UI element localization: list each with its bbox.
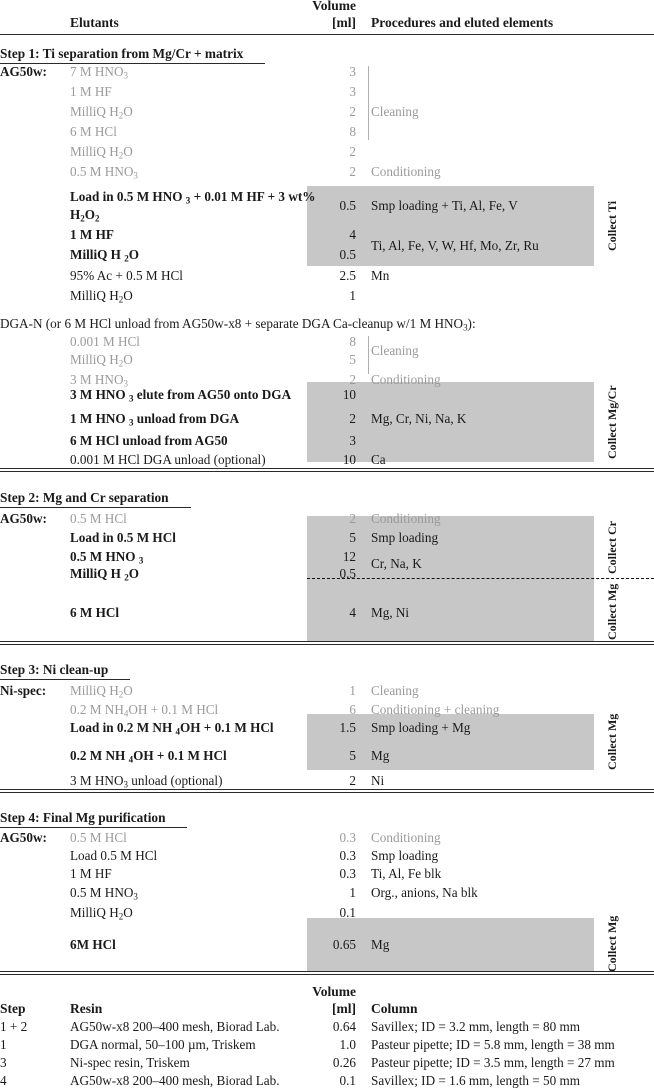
- collect-word: Collect: [605, 538, 619, 574]
- eluant-cell: 0.001 M HCl: [70, 334, 140, 349]
- procedure-cell: Smp loading + Mg: [371, 720, 471, 735]
- collect-element: Mg/Cr: [605, 385, 619, 420]
- step-3-bottom-rule: [0, 789, 654, 793]
- eluant-cell: MilliQ $H_2O$: [70, 905, 133, 922]
- collect-word: Collect: [605, 936, 619, 972]
- header-ml-label: [ml]: [332, 15, 356, 30]
- volume-cell: 8: [349, 124, 356, 139]
- step-2-dashed-divider: [307, 578, 654, 579]
- procedure-cell: Ca: [371, 452, 386, 467]
- volume-cell: 5: [349, 352, 356, 367]
- table-row: [0, 830, 654, 850]
- eluant-cell: 6 M HCl unload from AG50: [70, 433, 228, 448]
- eluant-cell: 1 M HF: [70, 227, 114, 242]
- table-row: [0, 124, 654, 144]
- table-row: [0, 64, 654, 84]
- table-row: [0, 268, 654, 288]
- volume-cell: 8: [349, 334, 356, 349]
- header-rule: [0, 34, 654, 35]
- table-row: [0, 144, 654, 164]
- footer-cell-step: 3: [0, 1055, 7, 1070]
- procedure-cell: Org., anions, Na blk: [371, 885, 478, 900]
- volume-cell: 0.3: [339, 866, 356, 881]
- collect-element: Mg: [605, 915, 619, 934]
- collect-element: Mg: [605, 583, 619, 601]
- eluant-cell: $H_2O_2$: [70, 207, 100, 224]
- volume-cell: 1.5: [339, 720, 356, 735]
- header-elutants-label: Elutants: [70, 15, 119, 30]
- eluant-cell: MilliQ $H_2O$: [70, 104, 133, 121]
- table-row: [0, 748, 654, 768]
- footer-col-column: Column: [371, 1001, 418, 1016]
- eluant-cell: 6 M HCl: [70, 124, 117, 139]
- eluant-cell: 0.2 M $NH_4OH + 0.1$ M HCl: [70, 702, 219, 719]
- volume-cell: 2: [349, 773, 356, 788]
- volume-cell: 2: [349, 411, 356, 426]
- volume-cell: 2: [349, 164, 356, 179]
- footer-cell-resin: AG50w-x8 200–400 mesh, Biorad Lab.: [70, 1073, 280, 1088]
- collect-word: Collect: [605, 603, 619, 640]
- volume-cell: 0.65: [332, 937, 356, 952]
- resin-label: AG50w:: [0, 511, 47, 526]
- eluant-cell: 1 M HNO $_3$ unload from DGA: [70, 411, 240, 428]
- procedure-cell: Ti, Al, Fe blk: [371, 866, 442, 881]
- footer-cell-volume: 0.1: [339, 1073, 356, 1088]
- step-1-title: Step 1: Ti separation from Mg/Cr + matrix: [0, 46, 265, 64]
- volume-cell: 6: [349, 702, 356, 717]
- footer-table-row: [0, 1019, 654, 1037]
- resin-label: AG50w:: [0, 830, 47, 845]
- procedure-cell: Conditioning: [371, 164, 441, 179]
- procedure-cell: Conditioning: [371, 511, 441, 526]
- footer-table-row: [0, 1037, 654, 1055]
- eluant-cell: 7 M $HNO_3$: [70, 64, 128, 81]
- eluant-cell: MilliQ H $_2$O: [70, 566, 139, 583]
- footer-cell-column: Pasteur pipette; ID = 3.5 mm, length = 27 mm: [371, 1055, 615, 1070]
- eluant-cell: 0.001 M HCl DGA unload (optional): [70, 452, 266, 467]
- procedure-cell: Smp loading: [371, 530, 439, 545]
- eluant-cell: Load in 0.5 M HCl: [70, 530, 176, 545]
- volume-cell: 3: [349, 64, 356, 79]
- step-2-title: Step 2: Mg and Cr separation: [0, 490, 191, 508]
- footer-cell-volume: 0.64: [332, 1019, 356, 1034]
- table-row: [0, 104, 654, 124]
- procedure-cell: Cleaning: [371, 343, 419, 358]
- collect-word: Collect: [605, 215, 619, 252]
- volume-cell: 2.5: [339, 268, 356, 283]
- footer-col-volume: [ml]: [332, 1001, 356, 1016]
- volume-cell: 0.5: [339, 247, 356, 262]
- footer-cell-volume: 1.0: [339, 1037, 356, 1052]
- volume-cell: 12: [342, 549, 356, 564]
- eluant-cell: Load in 0.2 M NH $_4$OH + 0.1 M HCl: [70, 720, 274, 737]
- volume-cell: 5: [349, 530, 356, 545]
- volume-cell: 2: [349, 144, 356, 159]
- eluant-cell: Load in 0.5 M HNO $_3$ + 0.01 M HF + 3 wt%: [70, 189, 316, 206]
- step-3-title: Step 3: Ni clean-up: [0, 662, 130, 680]
- footer-volume-header: Volume: [312, 984, 356, 999]
- eluant-cell: 6M HCl: [70, 937, 116, 952]
- procedure-cell: Mg, Cr, Ni, Na, K: [371, 411, 467, 426]
- footer-cell-resin: DGA normal, 50–100 µm, Triskem: [70, 1037, 256, 1052]
- table-row: [0, 885, 654, 905]
- table-row: [0, 530, 654, 550]
- eluant-cell: 3 M HNO $_3$ elute from AG50 onto DGA: [70, 387, 292, 404]
- step-3-collect-label: [606, 714, 646, 770]
- table-row: [0, 288, 654, 308]
- footer-cell-step: 1: [0, 1037, 7, 1052]
- volume-cell: 0.3: [339, 830, 356, 845]
- eluant-cell: MilliQ $H_2O$: [70, 683, 133, 700]
- volume-cell: 2: [349, 511, 356, 526]
- eluant-cell: Load 0.5 M HCl: [70, 848, 158, 863]
- procedure-cell: Mg: [371, 937, 390, 952]
- procedure-cell: Ti, Al, Fe, V, W, Hf, Mo, Zr, Ru: [371, 238, 539, 253]
- footer-col-resin: Resin: [70, 1001, 103, 1016]
- eluant-cell: 95% Ac + 0.5 M HCl: [70, 268, 183, 283]
- eluant-cell: 0.5 M $HNO_3$: [70, 164, 138, 181]
- table-row: [0, 227, 654, 247]
- eluant-cell: 0.5 M HNO $_3$: [70, 549, 144, 566]
- table-row: [0, 433, 654, 453]
- volume-cell: 5: [349, 748, 356, 763]
- eluant-cell: MilliQ $H_2O$: [70, 352, 133, 369]
- footer-table-row: [0, 1073, 654, 1091]
- procedure-cell: Cleaning: [371, 683, 419, 698]
- volume-cell: 1: [349, 885, 356, 900]
- table-row: [0, 411, 654, 431]
- volume-cell: 3: [349, 84, 356, 99]
- procedure-cell: Cleaning: [371, 104, 419, 119]
- volume-cell: 1: [349, 288, 356, 303]
- footer-table-row: [0, 1055, 654, 1073]
- eluant-cell: 0.5 M HCl: [70, 830, 127, 845]
- procedure-cell: Mn: [371, 268, 390, 283]
- footer-cell-step: 4: [0, 1073, 7, 1088]
- step-1-collect-label: [606, 186, 646, 266]
- collect-element: Ti: [605, 200, 619, 213]
- eluant-cell: 0.5 M $HNO_3$: [70, 885, 138, 902]
- resin-label: Ni-spec:: [0, 683, 47, 698]
- table-row: [0, 683, 654, 703]
- eluant-cell: MilliQ $H_2O$: [70, 144, 133, 161]
- volume-cell: 0.5: [339, 566, 356, 581]
- footer-col-step: Step: [0, 1001, 26, 1016]
- header-procedures-label: Procedures and eluted elements: [371, 15, 554, 30]
- volume-cell: 4: [349, 227, 356, 242]
- footer-cell-volume: 0.26: [332, 1055, 356, 1070]
- footer-cell-resin: AG50w-x8 200–400 mesh, Biorad Lab.: [70, 1019, 280, 1034]
- volume-cell: 0.3: [339, 848, 356, 863]
- volume-cell: 3: [349, 433, 356, 448]
- table-row: [0, 866, 654, 886]
- table-row: [0, 605, 654, 625]
- step-4-bottom-rule: [0, 971, 654, 975]
- table-row: [0, 164, 654, 184]
- table-row: [0, 905, 654, 925]
- footer-cell-column: Savillex; ID = 1.6 mm, length = 50 mm: [371, 1073, 581, 1088]
- header-volume-label: Volume: [312, 0, 356, 13]
- step-4-collect-label: [605, 915, 646, 972]
- eluant-cell: 0.5 M HCl: [70, 511, 127, 526]
- procedure-cell: Ni: [371, 773, 385, 788]
- eluant-cell: MilliQ $H_2O$: [70, 288, 133, 305]
- collect-word: Collect: [605, 734, 619, 770]
- procedure-cell: Mg: [371, 748, 390, 763]
- table-row: [0, 238, 654, 267]
- procedure-cell: Mg, Ni: [371, 605, 410, 620]
- procedure-cell: Conditioning: [371, 830, 441, 845]
- table-row: [0, 84, 654, 104]
- footer-cell-column: Savillex; ID = 3.2 mm, length = 80 mm: [371, 1019, 581, 1034]
- eluant-cell: 1 M HF: [70, 866, 112, 881]
- procedure-cell: Smp loading: [371, 848, 439, 863]
- eluant-cell: 1 M HF: [70, 84, 112, 99]
- volume-cell: 0.1: [339, 905, 356, 920]
- step-1-bottom-rule: [0, 468, 654, 472]
- volume-cell: 10: [342, 387, 356, 402]
- volume-cell: 2: [349, 372, 356, 387]
- dga-collect-label: [606, 382, 646, 462]
- procedure-cell: Smp loading + Ti, Al, Fe, V: [371, 198, 518, 213]
- table-row: [0, 334, 654, 354]
- step-2-collect-cr-label: [606, 516, 646, 579]
- footer-cell-resin: Ni-spec resin, Triskem: [70, 1055, 190, 1070]
- procedure-cell: Conditioning: [371, 372, 441, 387]
- resin-label: AG50w:: [0, 64, 47, 79]
- procedure-cell: Cr, Na, K: [371, 556, 422, 571]
- collect-element: Cr: [605, 521, 619, 536]
- procedure-cell: Conditioning + cleaning: [371, 702, 500, 717]
- volume-cell: 2: [349, 104, 356, 119]
- collect-word: Collect: [605, 422, 619, 459]
- table-row: [0, 937, 654, 957]
- table-row: [0, 702, 654, 722]
- step-4-title: Step 4: Final Mg purification: [0, 810, 187, 828]
- volume-cell: 4: [349, 605, 356, 620]
- eluant-cell: 3 M $HNO_3$ unload (optional): [70, 773, 223, 790]
- eluant-cell: 0.2 M NH $_4$OH + 0.1 M HCl: [70, 748, 227, 765]
- table-row: [0, 511, 654, 531]
- footer-cell-column: Pasteur pipette; ID = 5.8 mm, length = 38 mm: [371, 1037, 615, 1052]
- volume-cell: 10: [342, 452, 356, 467]
- table-row: [0, 198, 654, 227]
- table-row: [0, 387, 654, 407]
- footer-header-row: [0, 1001, 654, 1020]
- collect-element: Mg: [605, 713, 619, 732]
- eluant-cell: 3 M $HNO_3$: [70, 372, 128, 389]
- table-row: [0, 720, 654, 740]
- volume-cell: 1: [349, 683, 356, 698]
- step-2-bottom-rule: [0, 641, 654, 645]
- footer-cell-step: 1 + 2: [0, 1019, 28, 1034]
- volume-cell: 0.5: [339, 198, 356, 213]
- step-2-collect-mg-label: [606, 582, 646, 641]
- dga-subsection-title: DGA-N (or 6 M HCl unload from AG50w-x8 + separate DGA Ca-cleanup w/1 M $HNO_3$):: [0, 316, 476, 333]
- eluant-cell: MilliQ H $_2$O: [70, 247, 139, 264]
- eluant-cell: 6 M HCl: [70, 605, 120, 620]
- table-row: [0, 848, 654, 868]
- table-row: [0, 343, 654, 372]
